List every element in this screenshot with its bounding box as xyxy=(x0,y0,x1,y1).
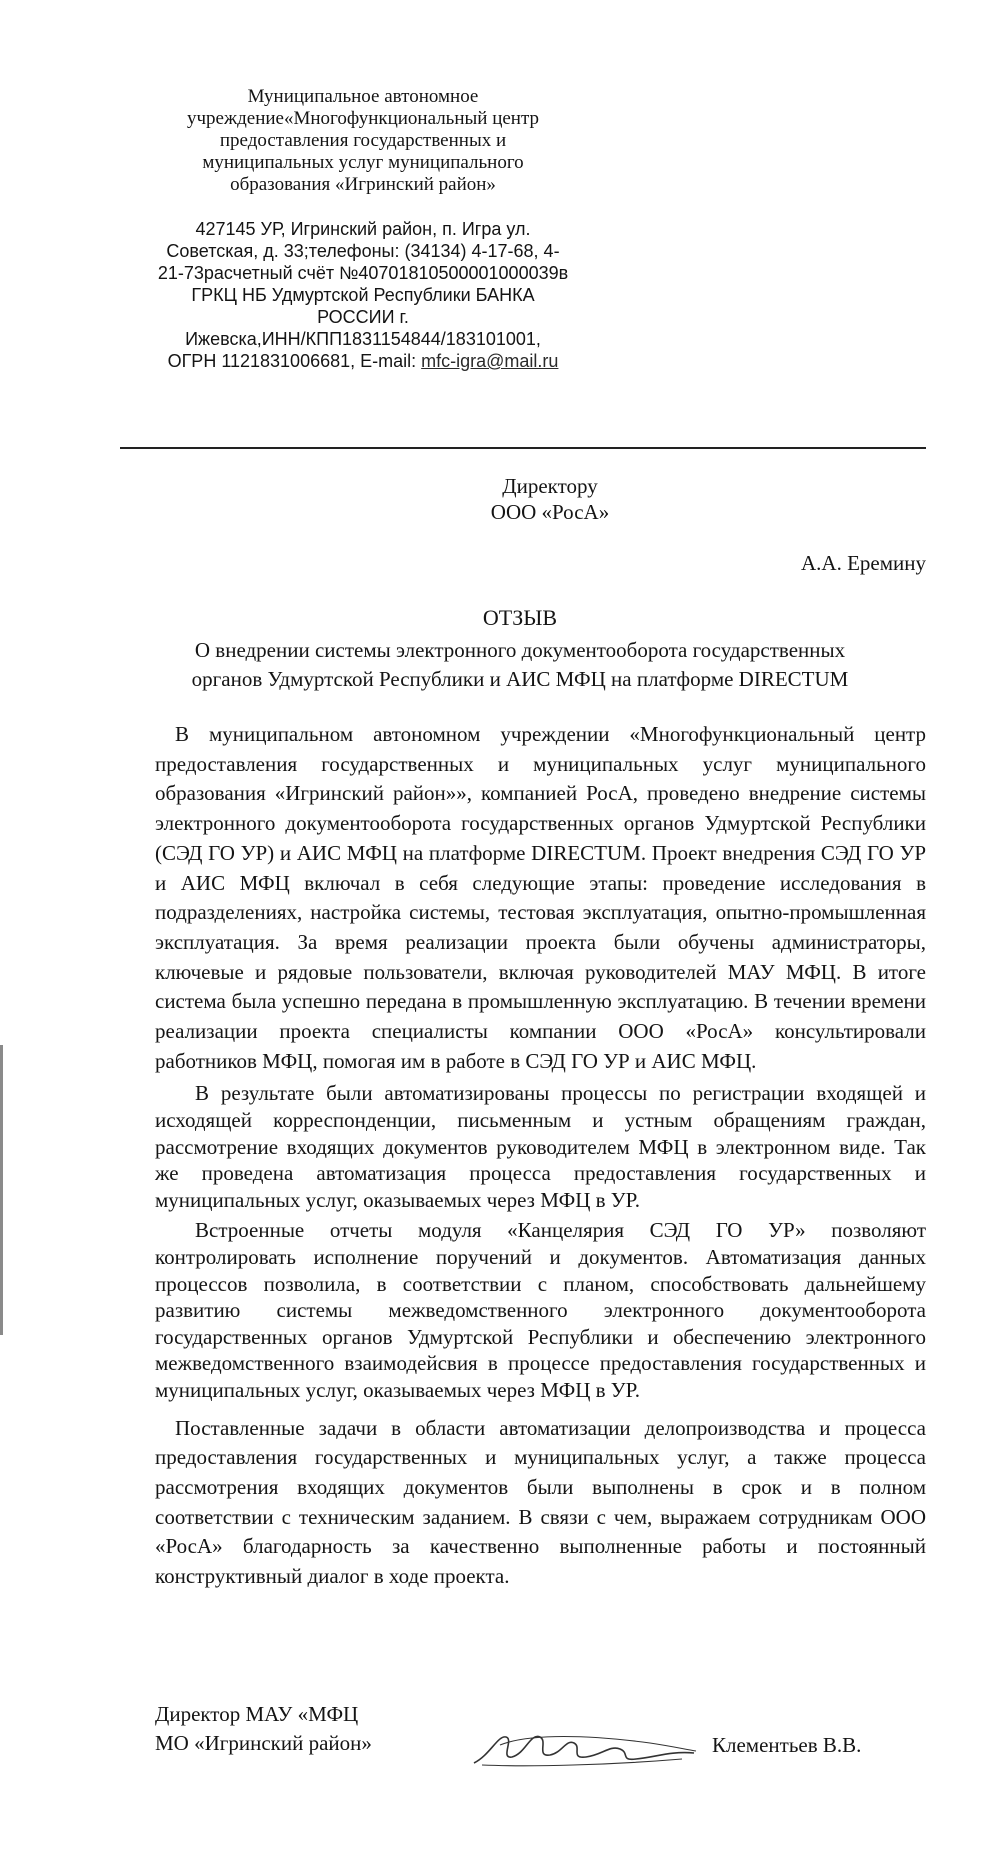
address-line: Ижевска,ИНН/КПП1831154844/183101001, xyxy=(185,329,541,349)
address-line: 427145 УР, Игринский район, п. Игра ул. xyxy=(195,219,531,239)
addressee-position: Директору xyxy=(502,474,598,498)
organization-header xyxy=(148,86,578,372)
subtitle-line: О внедрении системы электронного документооборота государственных xyxy=(194,638,846,662)
org-line: муниципальных услуг муниципального xyxy=(202,152,524,173)
email-link[interactable]: mfc-igra@mail.ru xyxy=(421,351,559,371)
letter-body xyxy=(155,720,926,1592)
address-line: РОССИИ г. xyxy=(317,307,409,327)
recipient-name: А.А. Еремину xyxy=(801,551,926,575)
addressee-block xyxy=(430,473,670,525)
addressee-company: ООО «РосА» xyxy=(490,500,610,524)
address-line: ГРКЦ НБ Удмуртской Республики БАНКА xyxy=(191,285,535,305)
signatory-title xyxy=(155,1700,372,1758)
document-subtitle xyxy=(120,636,920,694)
org-line: образования «Игринский район» xyxy=(230,174,496,195)
organization-name xyxy=(148,86,578,196)
signatory-title-line: МО «Игринский район» xyxy=(155,1731,372,1755)
ogrn-email-line xyxy=(148,350,578,372)
subtitle-line: органов Удмуртской Республики и АИС МФЦ на платформе DIRECTUM xyxy=(191,667,849,691)
org-line: учреждение«Многофункциональный центр xyxy=(186,108,539,129)
address-line: 21-73расчетный счёт №40701810500001000039в xyxy=(157,263,569,283)
body-paragraph: В муниципальном автономном учреждении «Многофункциональный центр предоставления государственных и муниципальных услуг муниципального образования «Игринский район»», компанией РосА, проведено внедрение системы электронного документооборота государственных органов Удмуртской Республики (СЭД ГО УР) и АИС МФЦ на платформе DIRECTUM. Проект внедрения СЭД ГО УР и АИС МФЦ включал в себя следующие этапы: проведение исследования в подразделениях, настройка системы, тестовая эксплуатация, опытно-промышленная эксплуатация. За время реализации проекта были обучены администраторы, ключевые и рядовые пользователи, включая руководителей МАУ МФЦ. В итоге система была успешно передана в промышленную эксплуатацию. В течении времени реализации проекта специалисты компании ООО «РосА» консультировали работников МФЦ, помогая им в работе в СЭД ГО УР и АИС МФЦ. xyxy=(155,722,926,1073)
org-line: предоставления государственных и xyxy=(219,130,507,151)
signatory-name: Клементьев В.В. xyxy=(712,1733,862,1757)
organization-address xyxy=(148,218,578,372)
org-line: Муниципальное автономное xyxy=(247,86,479,107)
body-paragraph: Поставленные задачи в области автоматизации делопроизводства и процесса предоставления государственных и муниципальных услуг, а также процесса рассмотрения входящих документов были выполнены в срок и в полном соответствии с техническим заданием. В связи с чем, выражаем сотрудникам ООО «РосА» благодарность за качественно выполненные работы и постоянный конструктивный диалог в ходе проекта. xyxy=(155,1415,926,1589)
body-paragraph: В результате были автоматизированы процессы по регистрации входящей и исходящей корреспонденции, письменным и устным обращениям граждан, рассмотрение входящих документов руководителем МФЦ в электронном виде. Так же проведена автоматизация процесса предоставления государственных и муниципальных услуг, оказываемых через МФЦ в УР. xyxy=(155,1081,926,1212)
document-title: ОТЗЫВ xyxy=(482,605,558,630)
handwritten-signature xyxy=(470,1715,700,1775)
address-line: Советская, д. 33;телефоны: (34134) 4-17-68, 4- xyxy=(166,241,560,261)
body-paragraph: Встроенные отчеты модуля «Канцелярия СЭД ГО УР» позволяют контролировать исполнение поручений и документов. Автоматизация данных процессов позволила, в соответствии с планом, способствовать дальнейшему развитию системы межведомственного электронного документооборота государственных органов Удмуртской Республики и обеспечению электронного межведомственного взаимодейсвия в процессе предоставления государственных и муниципальных услуг, оказываемых через МФЦ в УР. xyxy=(155,1218,926,1402)
scan-margin-mark xyxy=(0,1045,3,1335)
ogrn-label: ОГРН 1121831006681, E-mail: xyxy=(167,351,422,371)
header-divider xyxy=(120,447,926,449)
signatory-title-line: Директор МАУ «МФЦ xyxy=(155,1702,359,1726)
